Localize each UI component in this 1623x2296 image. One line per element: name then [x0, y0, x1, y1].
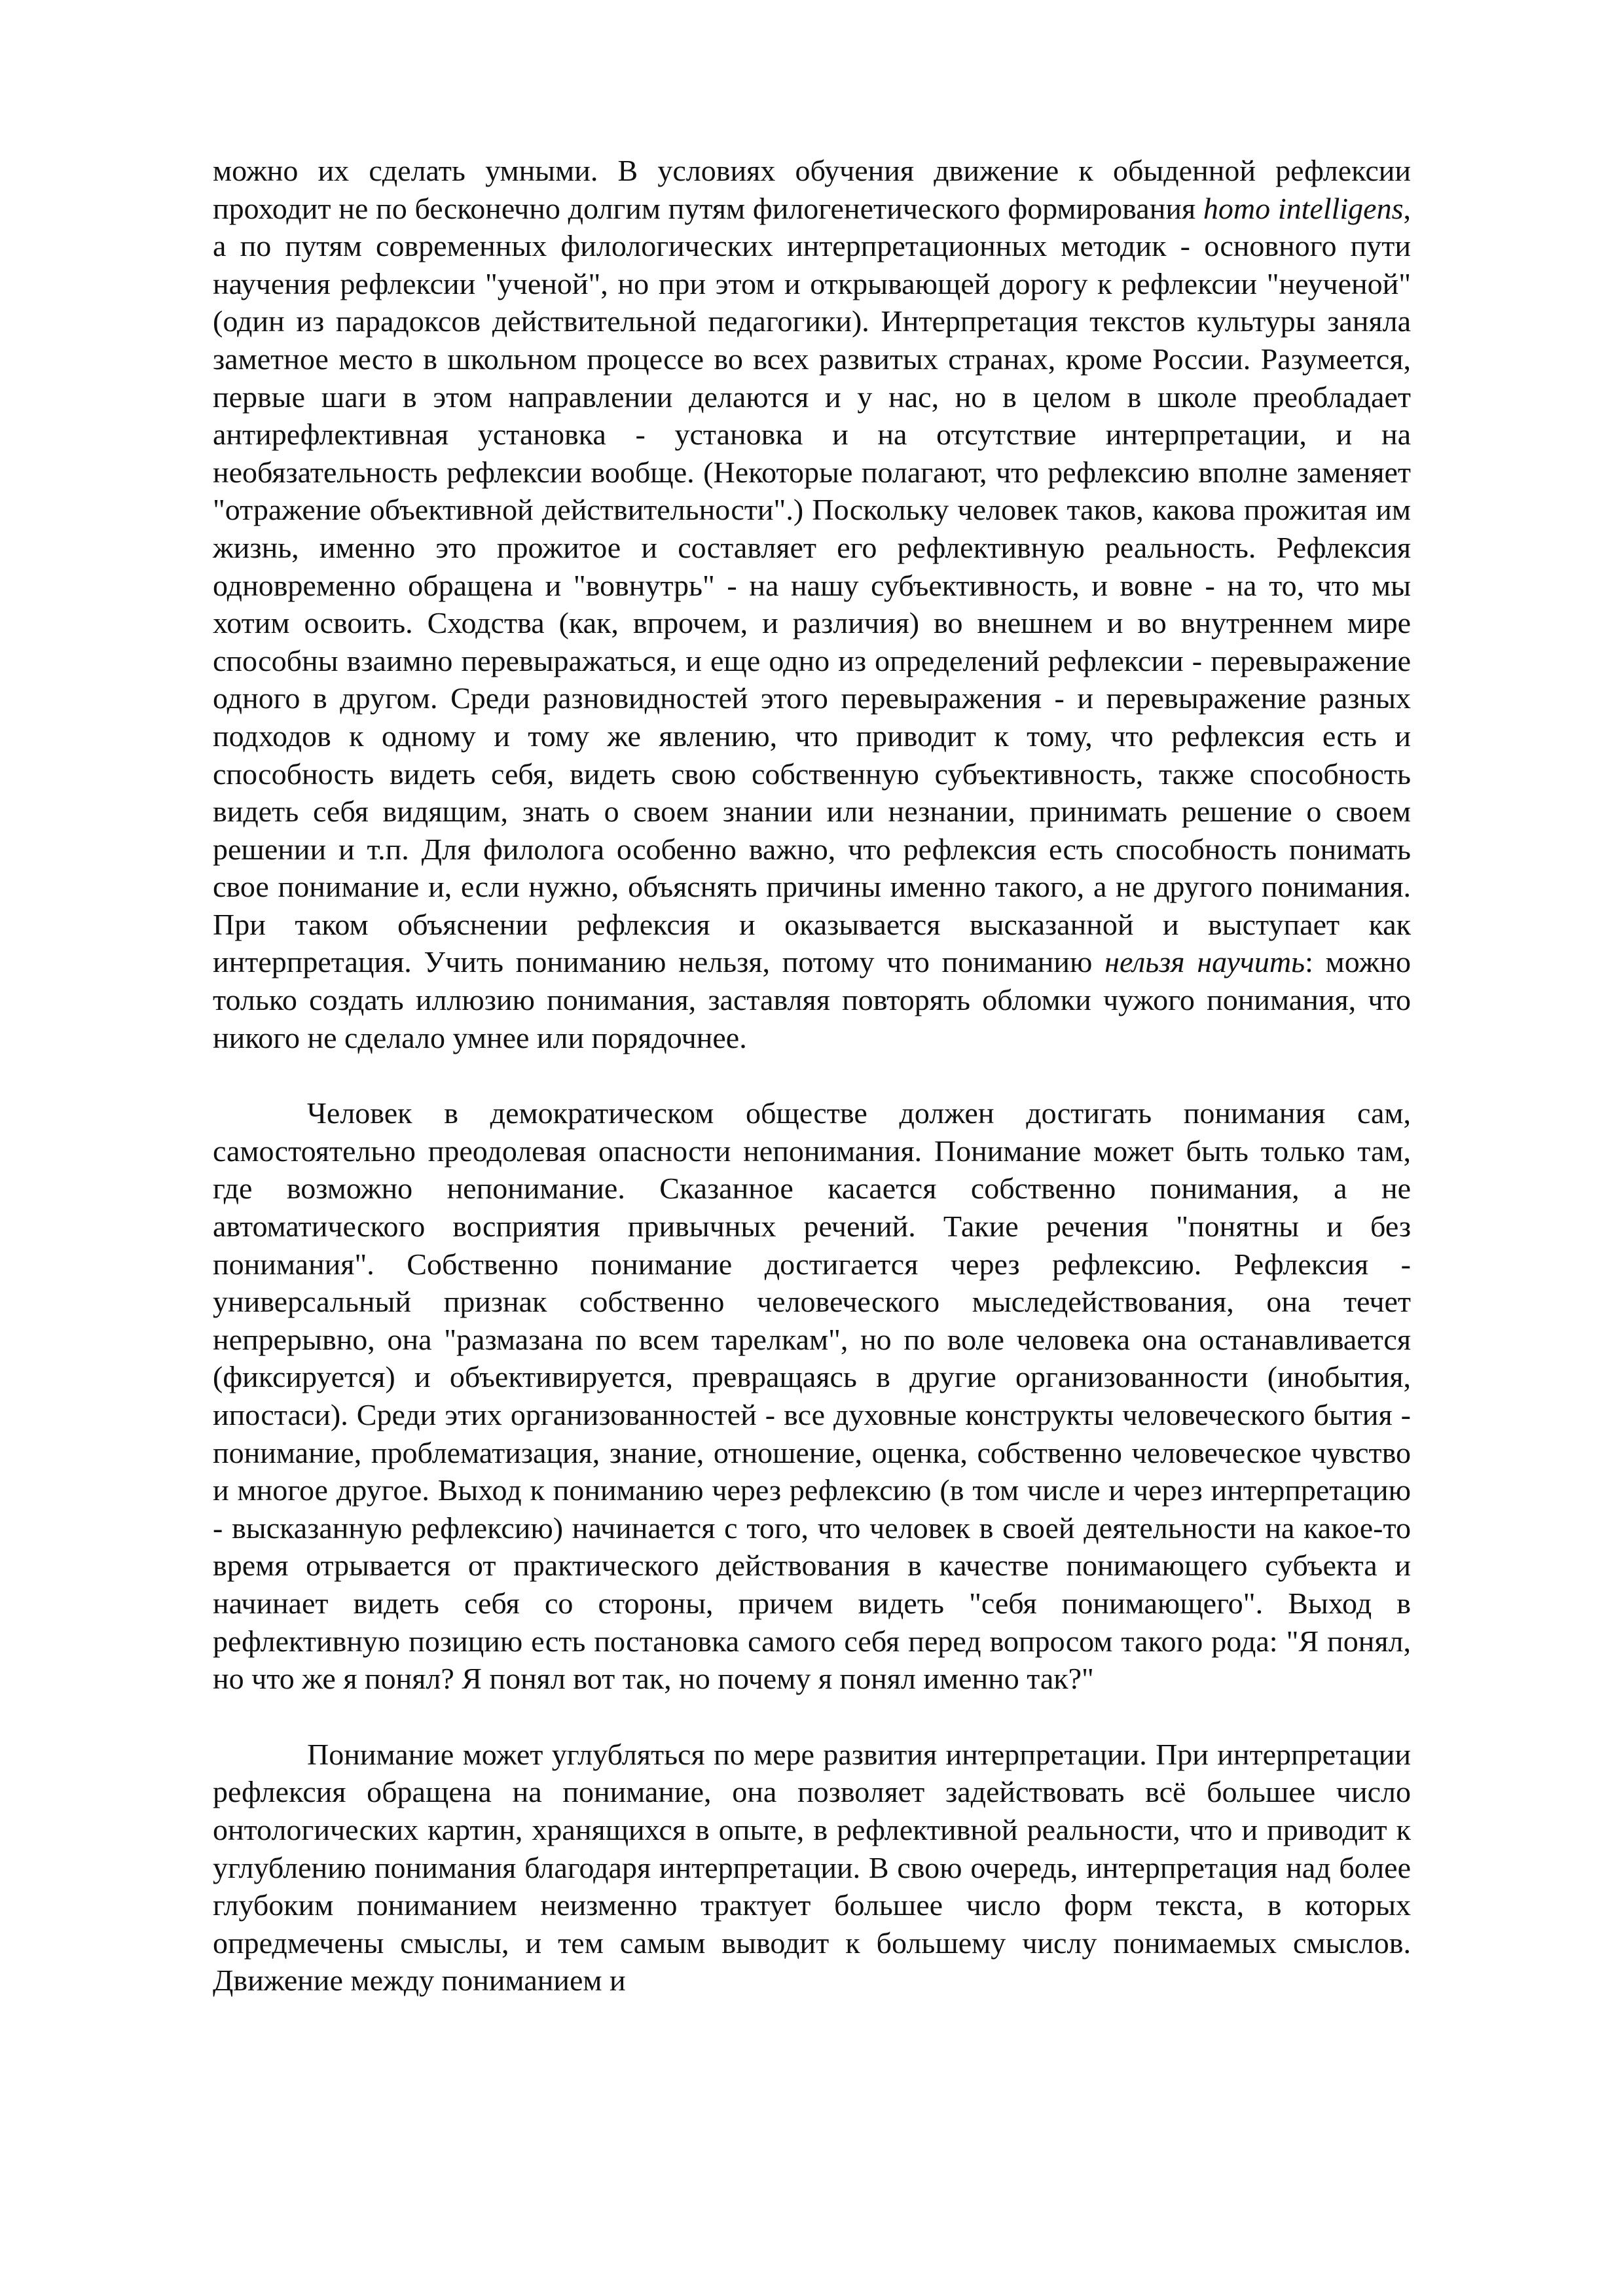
paragraph-1-text-a: можно их сделать умными. В условиях обучения движение к обыденной рефлексии проходит не по бесконечно долгим путям филогенетического формирования: [213, 154, 1411, 225]
paragraph-1-text-b: , а по путям современных филологических интерпретационных методик - основного пути научения рефлексии "ученой", но при этом и открывающей дорогу к рефлексии "неученой" (один из парадоксов действительной педагогики). Интерпретация текстов культуры заняла заметное место в школьном процессе во всех развитых странах, кроме России. Разумеется, первые шаги в этом направлении делаются и у нас, но в целом в школе преобладает антирефлективная установка - установка и на отсутствие интерпретации, и на необязательность рефлексии вообще. (Некоторые полагают, что рефлексию вполне заменяет "отражение объективной действительности".) Поскольку человек таков, какова прожитая им жизнь, именно это прожитое и составляет его рефлективную реальность. Рефлексия одновременно обращена и "вовнутрь" - на нашу субъективность, и вовне - на то, что мы хотим освоить. Сходства (как, впрочем, и различия) во внешнем и во внутреннем мире способны взаимно перевыражаться, и еще одно из определений рефлексии - перевыражение одного в другом. Среди разновидностей этого перевыражения - и перевыражение разных подходов к одному и тому же явлению, что приводит к тому, что рефлексия есть и способность видеть себя, видеть свою собственную субъективность, также способность видеть себя видящим, знать о своем знании или незнании, принимать решение о своем решении и т.п. Для филолога особенно важно, что рефлексия есть способность понимать свое понимание и, если нужно, объяснять причины именно такого, а не другого понимания. При таком объяснении рефлексия и оказывается высказанной и выступает как интерпретация. Учить пониманию нельзя, потому что пониманию: [213, 191, 1411, 979]
paragraph-2: Человек в демократическом обществе должен достигать понимания сам, самостоятельно преодолевая опасности непонимания. Понимание может быть только там, где возможно непонимание. Сказанное касается собственно понимания, а не автоматического восприятия привычных речений. Такие речения "понятны и без понимания". Собственно понимание достигается через рефлексию. Рефлексия - универсальный признак собственно человеческого мыследействования, она течет непрерывно, она "размазана по всем тарелкам", но по воле человека она останавливается (фиксируется) и объективируется, превращаясь в другие организованности (инобытия, ипостаси). Среди этих организованностей - все духовные конструкты человеческого бытия - понимание, проблематизация, знание, отношение, оценка, собственно человеческое чувство и многое другое. Выход к пониманию через рефлексию (в том числе и через интерпретацию - высказанную рефлексию) начинается с того, что человек в своей деятельности на какое-то время отрывается от практического действования в качестве понимающего субъекта и начинает видеть себя со стороны, причем видеть "себя понимающего". Выход в рефлективную позицию есть постановка самого себя перед вопросом такого рода: "Я понял, но что же я понял? Я понял вот так, но почему я понял именно так?": [213, 1096, 1411, 1696]
paragraph-1-text-c: : можно только создать иллюзию понимания, заставляя повторять обломки чужого понимания, что никого не сделало умнее или порядочнее.: [213, 945, 1411, 1054]
paragraph-1: [213, 152, 1411, 1056]
latin-term-homo-intelligens: homo intelligens: [1203, 191, 1404, 225]
paragraph-3: Понимание может углубляться по мере развития интерпретации. При интерпретации рефлексия обращена на понимание, она позволяет задействовать всё большее число онтологических картин, хранящихся в опыте, в рефлективной реальности, что и приводит к углублению понимания благодаря интерпретации. В свою очередь, интерпретация над более глубоким пониманием неизменно трактует большее число форм текста, в которых опредмечены смыслы, и тем самым выводит к большему числу понимаемых смыслов. Движение между пониманием и: [213, 1737, 1411, 1998]
emphasis-nelzya-nauchit: нельзя научить: [1104, 945, 1305, 979]
document-page: [213, 152, 1411, 2000]
